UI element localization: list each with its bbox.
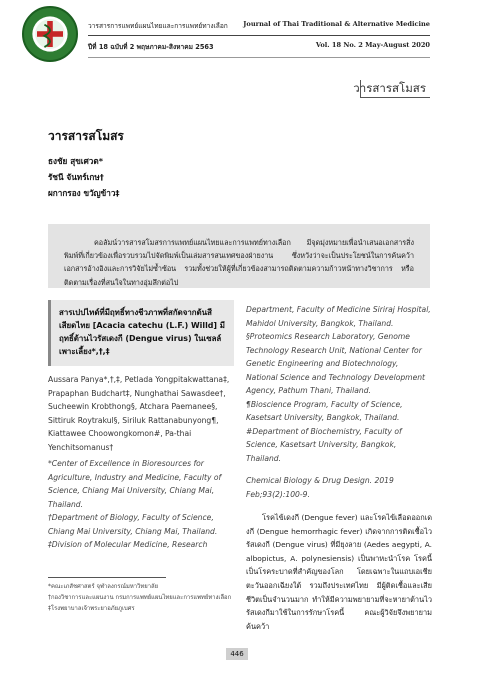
editor-1: ธงชัย สุขเศวต* <box>48 156 103 166</box>
article-citation: Chemical Biology & Drug Design. 2019 Feb;93(2):100-9. <box>246 476 394 499</box>
left-column <box>48 373 234 552</box>
article-authors: Aussara Panya*,†,‡, Petlada Yongpitakwattana‡, Prapaphan Budchart‡, Nunghathai Sawasdee†, Sucheewin Krobthong§, Atchara Paemanee§, Sittiruk Roytrakul§, Siriluk Rattanabunyong¶, Kiattawee Choowongkomon#, Pa-thai Yenchitsomanus† <box>48 375 230 452</box>
affiliation-3-cont: Department, Faculty of Medicine Siriraj Hospital, Mahidol University, Bangkok, Thailand. <box>246 305 431 328</box>
journal-title-th: วารสารการแพทย์แผนไทยและการแพทย์ทางเลือก <box>88 22 228 30</box>
footnote-1: *คณะเภสัชศาสตร์ จุฬาลงกรณ์มหาวิทยาลัย <box>48 584 159 590</box>
footnote-divider <box>48 577 166 578</box>
page-title: วารสารสโมสร <box>48 129 124 143</box>
affiliation-3: ‡Division of Molecular Medicine, Research <box>48 540 208 549</box>
affiliation-5: ¶Bioscience Program, Faculty of Science, Kasetsart University, Bangkok, Thailand. <box>246 399 403 422</box>
column-intro-note: คอลัมน์วารสารสโมสรการแพทย์แผนไทยและการแพทย์ทางเลือก มีจุดมุ่งหมายเพื่อนำเสนอเอกสารสิ่งพิมพ์ที่เกี่ยวข้องเพื่อรวบรวมไปจัดพิมพ์เป็นเล่มสารสนเทศของฝ่ายงาน ซึ่งหวังว่าจะเป็นประโยชน์ในการค้นคว้าเอกสารอ้างอิงและการวิจัยไม่ซ้ำซ้อน รวมทั้งช่วยให้ผู้ที่เกี่ยวข้องสามารถติดตามความก้าวหน้าทางวิชาการ หรือติดตามเรื่องที่สนใจในทางอุ่มลึกต่อไป <box>48 224 430 288</box>
affiliation-1: *Center of Excellence in Bioresources for Agriculture, Industry and Medicine, Faculty of Science, Chiang Mai University, Chiang Mai, Thailand. <box>48 459 222 509</box>
footnotes <box>48 582 234 615</box>
editor-2: รัชนี จันทร์เกษ† <box>48 172 104 182</box>
article-body: โรคไข้เดงกี (Dengue fever) และโรคไข้เลือดออกเดงกี (Dengue hemorrhagic fever) เกิดจากการติดเชื้อไวรัสเดงกี (Dengue virus) ที่มียุงลาย (Aedes aegypti, A. albopictus, A. polynesiensis) เป็นพาหะนำโรค โรคนี้เป็นโรคระบาดที่สำคัญของโลก โดยเฉพาะในแถบเอเชียตะวันออกเฉียงใต้ รวมถึงประเทศไทย มีผู้ติดเชื้อและเสียชีวิตเป็นจำนวนมาก ทำให้มีความพยายามที่จะหายาต้านไวรัสเดงกีมาใช้ในการรักษาโรคนี้ คณะผู้วิจัยจึงพยายามค้นคว้า <box>246 513 432 631</box>
article-title: สารเปปไทด์ที่มีฤทธิ์ทางชีวภาพที่สกัดจากต้นสีเสียดไทย [Acacia catechu (L.F.) Willd] มีฤทธิ์ต้านไวรัสเดงกี (Dengue virus) ในเซลล์เพาะเลี้ยง*,†,‡ <box>59 308 225 356</box>
editor-3: ผกากรอง ขวัญข้าว‡ <box>48 188 120 198</box>
header-bottom-divider <box>88 57 430 58</box>
affiliation-4: §Proteomics Research Laboratory, Genome Technology Research Unit, National Center for Genetic Engineering and Biotechnology, National Science and Technology Development Agency, Pathum Thani, Thailand. <box>246 332 426 395</box>
ministry-logo <box>22 6 78 62</box>
article-title-box <box>48 300 234 366</box>
affiliation-6: #Department of Biochemistry, Faculty of Science, Kasetsart University, Bangkok, Thailand. <box>246 426 402 463</box>
affiliation-2: †Department of Biology, Faculty of Science, Chiang Mai University, Chiang Mai, Thailand. <box>48 513 218 536</box>
header-divider <box>88 35 430 36</box>
issue-info-en: Vol. 18 No. 2 May-August 2020 <box>315 41 430 49</box>
section-tag: วารสารสโมสร <box>353 81 426 95</box>
journal-title-en: Journal of Thai Traditional & Alternative Medicine <box>243 20 430 28</box>
page-number: 446 <box>226 648 248 660</box>
footnote-3: ‡โรงพยาบาลเจ้าพระยาอภัยภูเบศร <box>48 606 135 612</box>
medical-emblem-icon <box>24 8 76 60</box>
issue-info-th: ปีที่ 18 ฉบับที่ 2 พฤษภาคม-สิงหาคม 2563 <box>88 43 214 51</box>
right-column <box>246 303 432 633</box>
footnote-2: †กองวิชาการและแผนงาน กรมการแพทย์แผนไทยและการแพทย์ทางเลือก <box>48 595 232 601</box>
